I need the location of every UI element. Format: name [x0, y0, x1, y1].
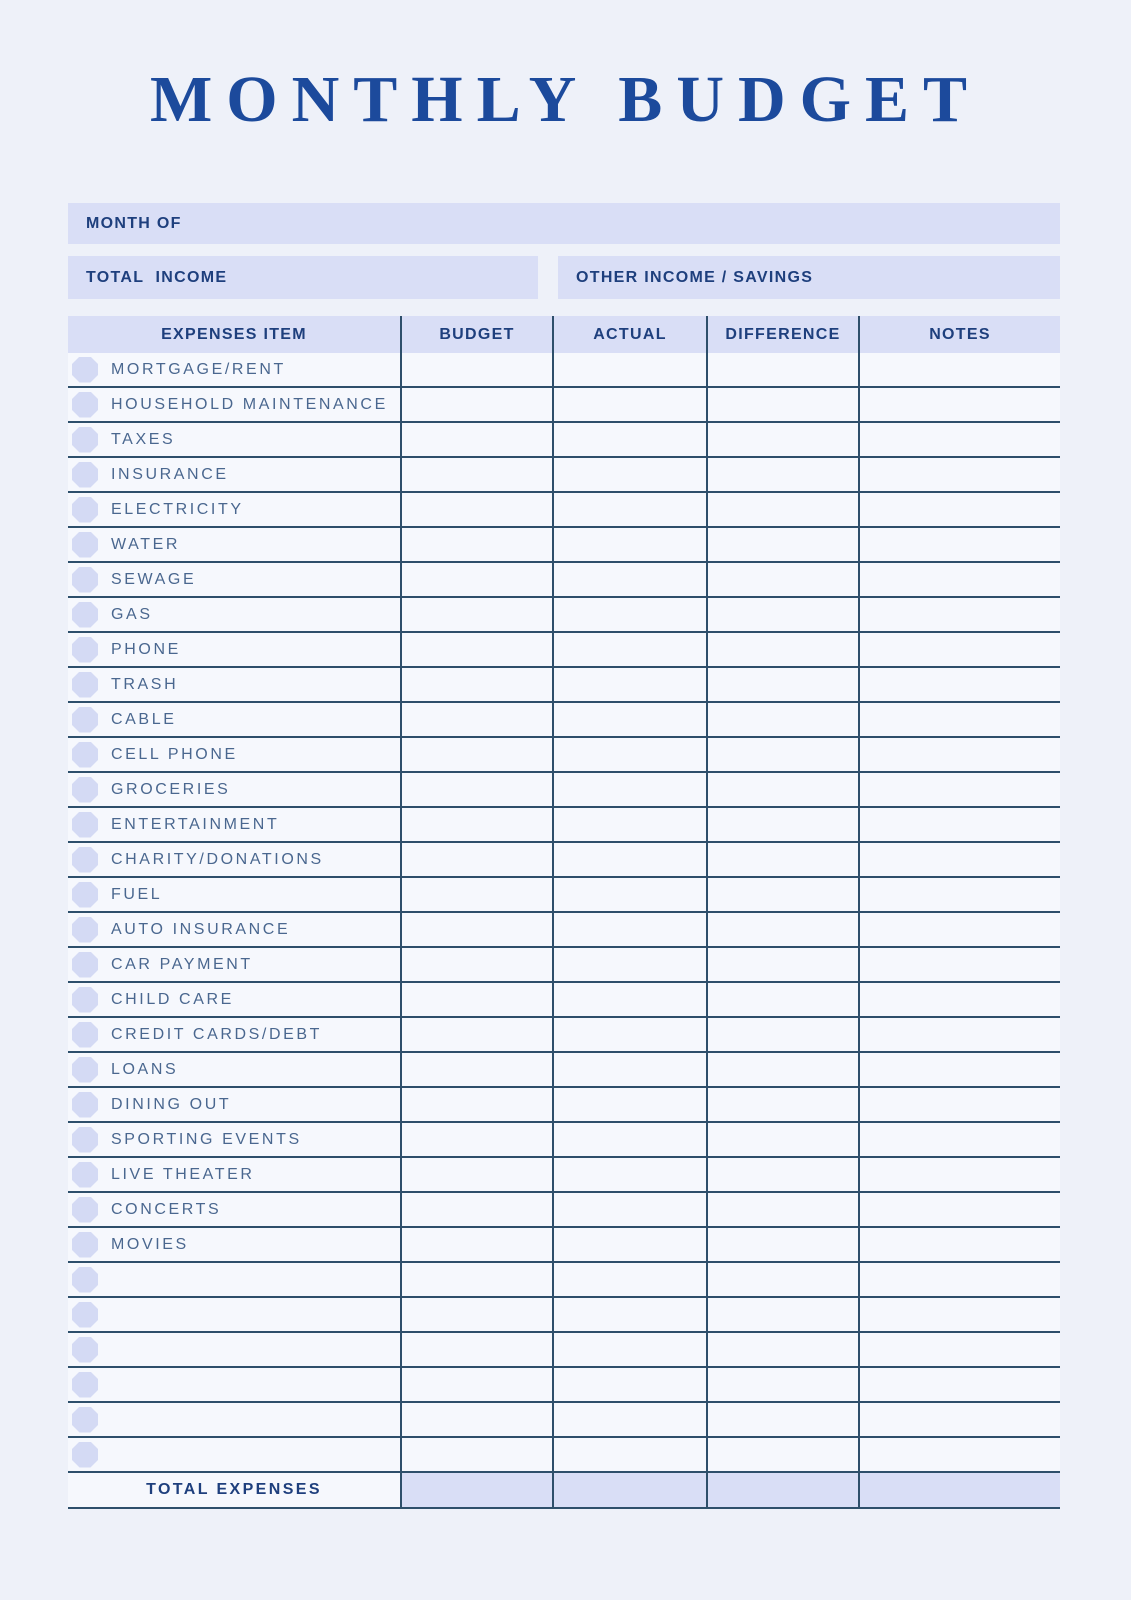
- bullet-icon: [72, 1267, 98, 1293]
- expense-item-label: TRASH: [111, 675, 179, 693]
- table-row-empty: [68, 1438, 1060, 1473]
- actual-cell[interactable]: [552, 1193, 706, 1226]
- expense-item-label: GROCERIES: [111, 780, 231, 798]
- total-budget-cell[interactable]: [400, 1473, 552, 1507]
- table-row-empty: [68, 1368, 1060, 1403]
- actual-cell[interactable]: [552, 1053, 706, 1086]
- notes-cell[interactable]: [858, 1193, 1060, 1226]
- expense-item-label: PHONE: [111, 640, 181, 658]
- budget-cell[interactable]: [400, 1438, 552, 1471]
- table-row: [68, 493, 1060, 528]
- bullet-icon: [72, 1057, 98, 1083]
- bullet-icon: [72, 567, 98, 593]
- table-row: [68, 563, 1060, 598]
- notes-cell[interactable]: [858, 808, 1060, 841]
- notes-cell[interactable]: [858, 948, 1060, 981]
- budget-cell[interactable]: [400, 1368, 552, 1401]
- budget-cell[interactable]: [400, 1403, 552, 1436]
- difference-cell[interactable]: [706, 598, 858, 631]
- header-difference: DIFFERENCE: [706, 316, 858, 353]
- bullet-icon: [72, 1302, 98, 1328]
- table-row: [68, 703, 1060, 738]
- notes-cell[interactable]: [858, 1368, 1060, 1401]
- bullet-icon: [72, 917, 98, 943]
- expense-rows: [68, 353, 1060, 1473]
- header-notes: NOTES: [858, 316, 1060, 353]
- other-income-savings-label: OTHER INCOME / SAVINGS: [576, 268, 814, 286]
- actual-cell[interactable]: [552, 1263, 706, 1296]
- table-row-empty: [68, 1263, 1060, 1298]
- table-row-empty: [68, 1333, 1060, 1368]
- notes-cell[interactable]: [858, 1123, 1060, 1156]
- actual-cell[interactable]: [552, 1403, 706, 1436]
- expense-item-label: SPORTING EVENTS: [111, 1130, 302, 1148]
- bullet-icon: [72, 847, 98, 873]
- notes-cell[interactable]: [858, 703, 1060, 736]
- notes-cell[interactable]: [858, 1158, 1060, 1191]
- budget-cell[interactable]: [400, 493, 552, 526]
- bullet-icon: [72, 1022, 98, 1048]
- expense-item-label: CONCERTS: [111, 1200, 222, 1218]
- expense-item-label: SEWAGE: [111, 570, 197, 588]
- budget-cell[interactable]: [400, 528, 552, 561]
- table-row: [68, 423, 1060, 458]
- notes-cell[interactable]: [858, 563, 1060, 596]
- bullet-icon: [72, 602, 98, 628]
- budget-cell[interactable]: [400, 563, 552, 596]
- difference-cell[interactable]: [706, 948, 858, 981]
- expense-item-label: CREDIT CARDS/DEBT: [111, 1025, 323, 1043]
- actual-cell[interactable]: [552, 1088, 706, 1121]
- difference-cell[interactable]: [706, 738, 858, 771]
- notes-cell[interactable]: [858, 1438, 1060, 1471]
- difference-cell[interactable]: [706, 878, 858, 911]
- table-row: [68, 1123, 1060, 1158]
- budget-cell[interactable]: [400, 668, 552, 701]
- actual-cell[interactable]: [552, 598, 706, 631]
- difference-cell[interactable]: [706, 1333, 858, 1366]
- actual-cell[interactable]: [552, 633, 706, 666]
- budget-cell[interactable]: [400, 598, 552, 631]
- expense-item-label: CAR PAYMENT: [111, 955, 253, 973]
- notes-cell[interactable]: [858, 423, 1060, 456]
- difference-cell[interactable]: [706, 773, 858, 806]
- table-row: [68, 948, 1060, 983]
- actual-cell[interactable]: [552, 668, 706, 701]
- notes-cell[interactable]: [858, 353, 1060, 386]
- actual-cell[interactable]: [552, 458, 706, 491]
- table-row: [68, 773, 1060, 808]
- table-row: [68, 353, 1060, 388]
- bullet-icon: [72, 427, 98, 453]
- bullet-icon: [72, 1407, 98, 1433]
- difference-cell[interactable]: [706, 913, 858, 946]
- notes-cell[interactable]: [858, 773, 1060, 806]
- table-row: [68, 913, 1060, 948]
- difference-cell[interactable]: [706, 1438, 858, 1471]
- notes-cell[interactable]: [858, 1018, 1060, 1051]
- notes-cell[interactable]: [858, 983, 1060, 1016]
- total-expenses-label: TOTAL EXPENSES: [146, 1481, 322, 1498]
- actual-cell[interactable]: [552, 808, 706, 841]
- notes-cell[interactable]: [858, 843, 1060, 876]
- table-header-row: [68, 316, 1060, 353]
- bullet-icon: [72, 1127, 98, 1153]
- bullet-icon: [72, 1442, 98, 1468]
- budget-cell[interactable]: [400, 1228, 552, 1261]
- budget-cell[interactable]: [400, 1298, 552, 1331]
- actual-cell[interactable]: [552, 843, 706, 876]
- difference-cell[interactable]: [706, 458, 858, 491]
- budget-cell[interactable]: [400, 983, 552, 1016]
- expense-item-label: GAS: [111, 605, 153, 623]
- total-income-field[interactable]: [68, 256, 538, 299]
- actual-cell[interactable]: [552, 738, 706, 771]
- expense-item-label: ENTERTAINMENT: [111, 815, 280, 833]
- notes-cell[interactable]: [858, 1228, 1060, 1261]
- difference-cell[interactable]: [706, 1123, 858, 1156]
- month-of-field[interactable]: [68, 203, 1060, 244]
- expense-item-label: HOUSEHOLD MAINTENANCE: [111, 395, 388, 413]
- notes-cell[interactable]: [858, 528, 1060, 561]
- budget-cell[interactable]: [400, 423, 552, 456]
- notes-cell[interactable]: [858, 388, 1060, 421]
- table-row: [68, 1228, 1060, 1263]
- bullet-icon: [72, 1092, 98, 1118]
- notes-cell[interactable]: [858, 1263, 1060, 1296]
- notes-cell[interactable]: [858, 493, 1060, 526]
- table-row-empty: [68, 1298, 1060, 1333]
- bullet-icon: [72, 672, 98, 698]
- notes-cell[interactable]: [858, 1298, 1060, 1331]
- difference-cell[interactable]: [706, 1298, 858, 1331]
- expense-item-label: FUEL: [111, 885, 163, 903]
- actual-cell[interactable]: [552, 1123, 706, 1156]
- bullet-icon: [72, 357, 98, 383]
- actual-cell[interactable]: [552, 1228, 706, 1261]
- table-row: [68, 1018, 1060, 1053]
- difference-cell[interactable]: [706, 423, 858, 456]
- table-row: [68, 738, 1060, 773]
- expense-item-label: CABLE: [111, 710, 177, 728]
- difference-cell[interactable]: [706, 353, 858, 386]
- header-budget: BUDGET: [400, 316, 552, 353]
- bullet-icon: [72, 742, 98, 768]
- difference-cell[interactable]: [706, 1053, 858, 1086]
- budget-cell[interactable]: [400, 808, 552, 841]
- difference-cell[interactable]: [706, 528, 858, 561]
- actual-cell[interactable]: [552, 1158, 706, 1191]
- notes-cell[interactable]: [858, 598, 1060, 631]
- bullet-icon: [72, 497, 98, 523]
- expense-item-label: CHARITY/DONATIONS: [111, 850, 324, 868]
- expenses-table: [68, 316, 1060, 1509]
- bullet-icon: [72, 637, 98, 663]
- table-row: [68, 808, 1060, 843]
- budget-cell[interactable]: [400, 633, 552, 666]
- month-of-label: MONTH OF: [86, 214, 182, 232]
- budget-cell[interactable]: [400, 1193, 552, 1226]
- total-income-label: TOTAL INCOME: [86, 268, 228, 286]
- expense-item-label: AUTO INSURANCE: [111, 920, 291, 938]
- expense-item-label: WATER: [111, 535, 180, 553]
- budget-cell[interactable]: [400, 703, 552, 736]
- expense-item-label: TAXES: [111, 430, 176, 448]
- actual-cell[interactable]: [552, 353, 706, 386]
- page-title: MONTHLY BUDGET: [149, 63, 982, 136]
- table-row: [68, 528, 1060, 563]
- table-row: [68, 598, 1060, 633]
- actual-cell[interactable]: [552, 1333, 706, 1366]
- budget-cell[interactable]: [400, 458, 552, 491]
- actual-cell[interactable]: [552, 703, 706, 736]
- actual-cell[interactable]: [552, 913, 706, 946]
- difference-cell[interactable]: [706, 703, 858, 736]
- budget-cell[interactable]: [400, 1018, 552, 1051]
- budget-cell[interactable]: [400, 738, 552, 771]
- difference-cell[interactable]: [706, 493, 858, 526]
- table-row: [68, 388, 1060, 423]
- difference-cell[interactable]: [706, 633, 858, 666]
- actual-cell[interactable]: [552, 1368, 706, 1401]
- budget-cell[interactable]: [400, 388, 552, 421]
- bullet-icon: [72, 392, 98, 418]
- total-actual-cell[interactable]: [552, 1473, 706, 1507]
- bullet-icon: [72, 812, 98, 838]
- actual-cell[interactable]: [552, 563, 706, 596]
- bullet-icon: [72, 987, 98, 1013]
- table-row: [68, 1088, 1060, 1123]
- bullet-icon: [72, 1232, 98, 1258]
- table-row: [68, 1193, 1060, 1228]
- expense-item-label: ELECTRICITY: [111, 500, 244, 518]
- table-row: [68, 843, 1060, 878]
- expense-item-label: CELL PHONE: [111, 745, 238, 763]
- bullet-icon: [72, 1197, 98, 1223]
- actual-cell[interactable]: [552, 773, 706, 806]
- actual-cell[interactable]: [552, 948, 706, 981]
- actual-cell[interactable]: [552, 1438, 706, 1471]
- notes-cell[interactable]: [858, 1088, 1060, 1121]
- difference-cell[interactable]: [706, 1263, 858, 1296]
- table-row: [68, 633, 1060, 668]
- difference-cell[interactable]: [706, 563, 858, 596]
- table-row: [68, 878, 1060, 913]
- notes-cell[interactable]: [858, 738, 1060, 771]
- expense-item-label: LIVE THEATER: [111, 1165, 255, 1183]
- expense-item-label: CHILD CARE: [111, 990, 234, 1008]
- table-row: [68, 668, 1060, 703]
- notes-cell[interactable]: [858, 1053, 1060, 1086]
- total-notes-cell[interactable]: [858, 1473, 1060, 1507]
- table-row: [68, 1158, 1060, 1193]
- difference-cell[interactable]: [706, 983, 858, 1016]
- actual-cell[interactable]: [552, 528, 706, 561]
- budget-cell[interactable]: [400, 1263, 552, 1296]
- table-row-empty: [68, 1403, 1060, 1438]
- bullet-icon: [72, 462, 98, 488]
- bullet-icon: [72, 1372, 98, 1398]
- expense-item-label: LOANS: [111, 1060, 179, 1078]
- difference-cell[interactable]: [706, 808, 858, 841]
- budget-cell[interactable]: [400, 1053, 552, 1086]
- difference-cell[interactable]: [706, 1158, 858, 1191]
- actual-cell[interactable]: [552, 878, 706, 911]
- bullet-icon: [72, 952, 98, 978]
- budget-cell[interactable]: [400, 1088, 552, 1121]
- budget-cell[interactable]: [400, 878, 552, 911]
- expense-item-label: MORTGAGE/RENT: [111, 360, 286, 378]
- header-expenses-item: EXPENSES ITEM: [161, 325, 307, 343]
- total-difference-cell[interactable]: [706, 1473, 858, 1507]
- bullet-icon: [72, 1337, 98, 1363]
- budget-cell[interactable]: [400, 773, 552, 806]
- budget-cell[interactable]: [400, 913, 552, 946]
- actual-cell[interactable]: [552, 1018, 706, 1051]
- notes-cell[interactable]: [858, 633, 1060, 666]
- difference-cell[interactable]: [706, 1088, 858, 1121]
- actual-cell[interactable]: [552, 423, 706, 456]
- difference-cell[interactable]: [706, 668, 858, 701]
- other-income-savings-field[interactable]: [558, 256, 1060, 299]
- expense-item-label: MOVIES: [111, 1235, 189, 1253]
- bullet-icon: [72, 882, 98, 908]
- difference-cell[interactable]: [706, 1368, 858, 1401]
- actual-cell[interactable]: [552, 1298, 706, 1331]
- total-expenses-row: [68, 1473, 1060, 1509]
- budget-cell[interactable]: [400, 353, 552, 386]
- difference-cell[interactable]: [706, 1228, 858, 1261]
- table-row: [68, 458, 1060, 493]
- bullet-icon: [72, 777, 98, 803]
- actual-cell[interactable]: [552, 983, 706, 1016]
- notes-cell[interactable]: [858, 878, 1060, 911]
- difference-cell[interactable]: [706, 843, 858, 876]
- table-row: [68, 1053, 1060, 1088]
- difference-cell[interactable]: [706, 1193, 858, 1226]
- actual-cell[interactable]: [552, 388, 706, 421]
- notes-cell[interactable]: [858, 913, 1060, 946]
- budget-cell[interactable]: [400, 1158, 552, 1191]
- notes-cell[interactable]: [858, 1333, 1060, 1366]
- table-row: [68, 983, 1060, 1018]
- bullet-icon: [72, 532, 98, 558]
- budget-cell[interactable]: [400, 948, 552, 981]
- actual-cell[interactable]: [552, 493, 706, 526]
- budget-cell[interactable]: [400, 1333, 552, 1366]
- notes-cell[interactable]: [858, 1403, 1060, 1436]
- bullet-icon: [72, 707, 98, 733]
- budget-cell[interactable]: [400, 1123, 552, 1156]
- notes-cell[interactable]: [858, 668, 1060, 701]
- notes-cell[interactable]: [858, 458, 1060, 491]
- bullet-icon: [72, 1162, 98, 1188]
- expense-item-label: INSURANCE: [111, 465, 229, 483]
- difference-cell[interactable]: [706, 388, 858, 421]
- expense-item-label: DINING OUT: [111, 1095, 232, 1113]
- header-actual: ACTUAL: [552, 316, 706, 353]
- budget-cell[interactable]: [400, 843, 552, 876]
- difference-cell[interactable]: [706, 1403, 858, 1436]
- difference-cell[interactable]: [706, 1018, 858, 1051]
